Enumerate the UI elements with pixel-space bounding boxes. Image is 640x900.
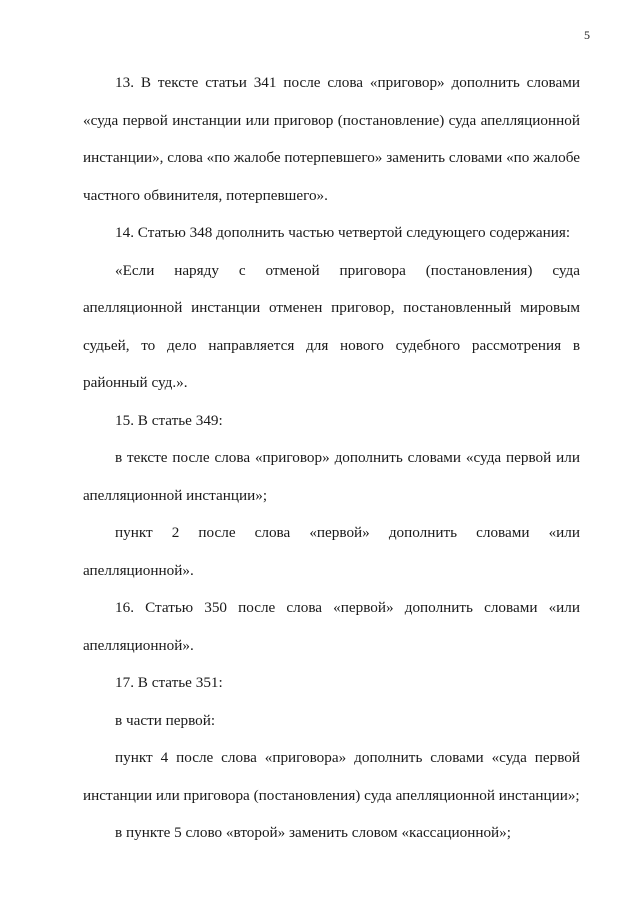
paragraph-17: 17. В статье 351: xyxy=(115,674,223,691)
paragraph-14: 14. Статью 348 дополнить частью четвертой следующего содержания: xyxy=(115,224,571,241)
paragraph-15-text: в тексте после слова «приговор» дополнить словами «суда первой или апелляционной инстанции»; xyxy=(83,449,580,504)
paragraph-14-quote: «Если наряду с отменой приговора (постановления) суда апелляционной инстанции отменен приговор, постановленный мировым судьей, то дело направляется для нового судебного рассмотрения в районный суд.». xyxy=(83,261,580,391)
paragraph-15: 15. В статье 349: xyxy=(115,411,223,429)
paragraph-15-item-2: пункт 2 после слова «первой» дополнить словами «или апелляционной». xyxy=(83,524,580,579)
paragraph-16: 16. Статью 350 после слова «первой» дополнить словами «или апелляционной». xyxy=(83,599,580,654)
page-number: 5 xyxy=(584,28,590,42)
paragraph-17-item-5: в пункте 5 слово «второй» заменить словом «кассационной»; xyxy=(115,824,511,841)
document-body xyxy=(83,64,580,852)
paragraph-17-item-4: пункт 4 после слова «приговора» дополнить словами «суда первой инстанции или приговора (постановления) суда апелляционной инстанции»; xyxy=(83,749,580,804)
paragraph-17-part-1: в части первой: xyxy=(115,711,216,729)
paragraph-13: 13. В тексте статьи 341 после слова «приговор» дополнить словами «суда первой инстанции или приговор (постановление) суда апелляционной инстанции», слова «по жалобе потерпевшего» заменить словами «по жалобе частного обвинителя, потерпевшего». xyxy=(83,74,580,204)
